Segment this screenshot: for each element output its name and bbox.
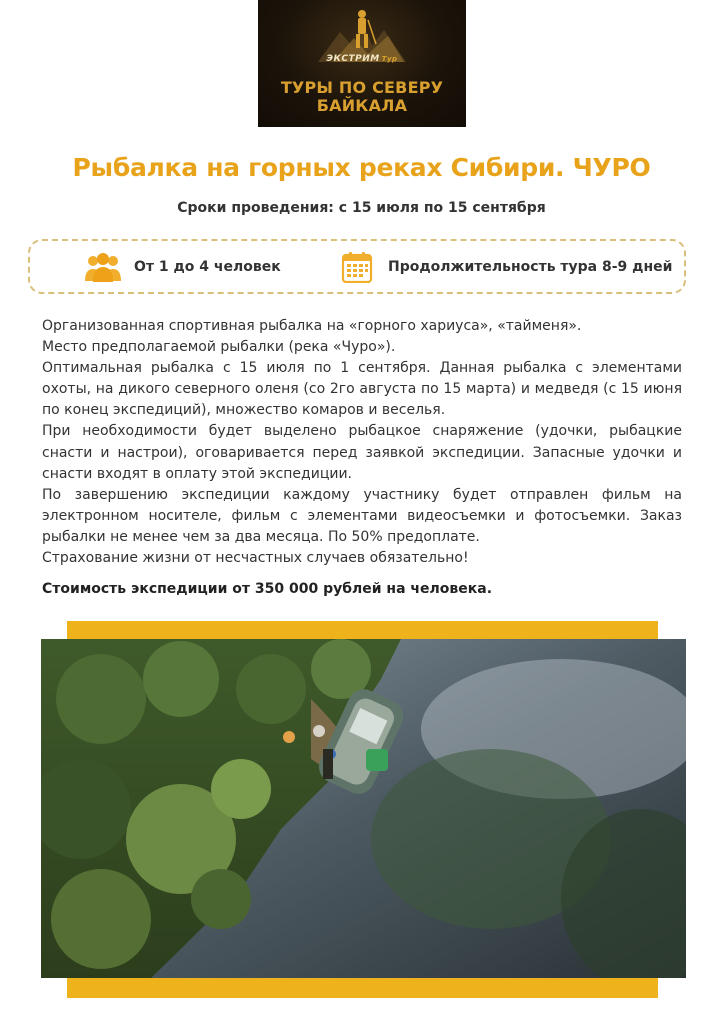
page-title: Рыбалка на горных реках Сибири. ЧУРО [72, 153, 651, 182]
description-paragraph: Страхование жизни от несчастных случаев обязательно! [42, 550, 469, 567]
description-paragraph: Оптимальная рыбалка с 15 июля по 1 сентября. Данная рыбалка с элементами охоты, на дикого северного оленя (со 2го августа по 15 марта) и медведя (с 15 июня по конец экспедиций), множество комаров и веселья. [42, 360, 682, 419]
river-aerial-image [41, 639, 686, 978]
logo-line-2: БАЙКАЛА [316, 96, 408, 115]
info-people-label: От 1 до 4 человек [134, 259, 281, 275]
logo [258, 0, 466, 127]
logo-line-1: ТУРЫ ПО СЕВЕРУ [280, 78, 444, 97]
info-duration [338, 251, 672, 283]
info-box [28, 239, 686, 294]
info-duration-label: Продолжительность тура 8-9 дней [388, 259, 673, 275]
tour-description [42, 316, 682, 569]
description-paragraph: Место предполагаемой рыбалки (река «Чуро»). [42, 339, 396, 356]
logo-brand: ЭКСТРИМ Тур [326, 54, 398, 64]
river-photo [41, 639, 686, 978]
description-paragraph: Организованная спортивная рыбалка на «горного хариуса», «тайменя». [42, 318, 582, 334]
tour-price: Стоимость экспедиции от 350 000 рублей на человека. [42, 581, 493, 597]
tour-dates: Сроки проведения: с 15 июля по 15 сентября [177, 200, 546, 216]
people-icon [84, 251, 122, 283]
photo-frame-top [67, 621, 658, 639]
info-people [84, 251, 281, 283]
description-paragraph: По завершению экспедиции каждому участнику будет отправлен фильм на электронном носителе, фильм с элементами видеосъемки и фотосъемки. Заказ рыбалки не менее чем за два месяца. По 50% предоплате. [42, 486, 682, 545]
photo-frame-bottom [67, 978, 658, 998]
calendar-icon [338, 251, 376, 283]
description-paragraph: При необходимости будет выделено рыбацкое снаряжение (удочки, рыбацкие снасти и настрои), оговаривается перед заявкой экспедиции. Запасные удочки и снасти входят в оплату этой экспедиции. [42, 423, 682, 482]
